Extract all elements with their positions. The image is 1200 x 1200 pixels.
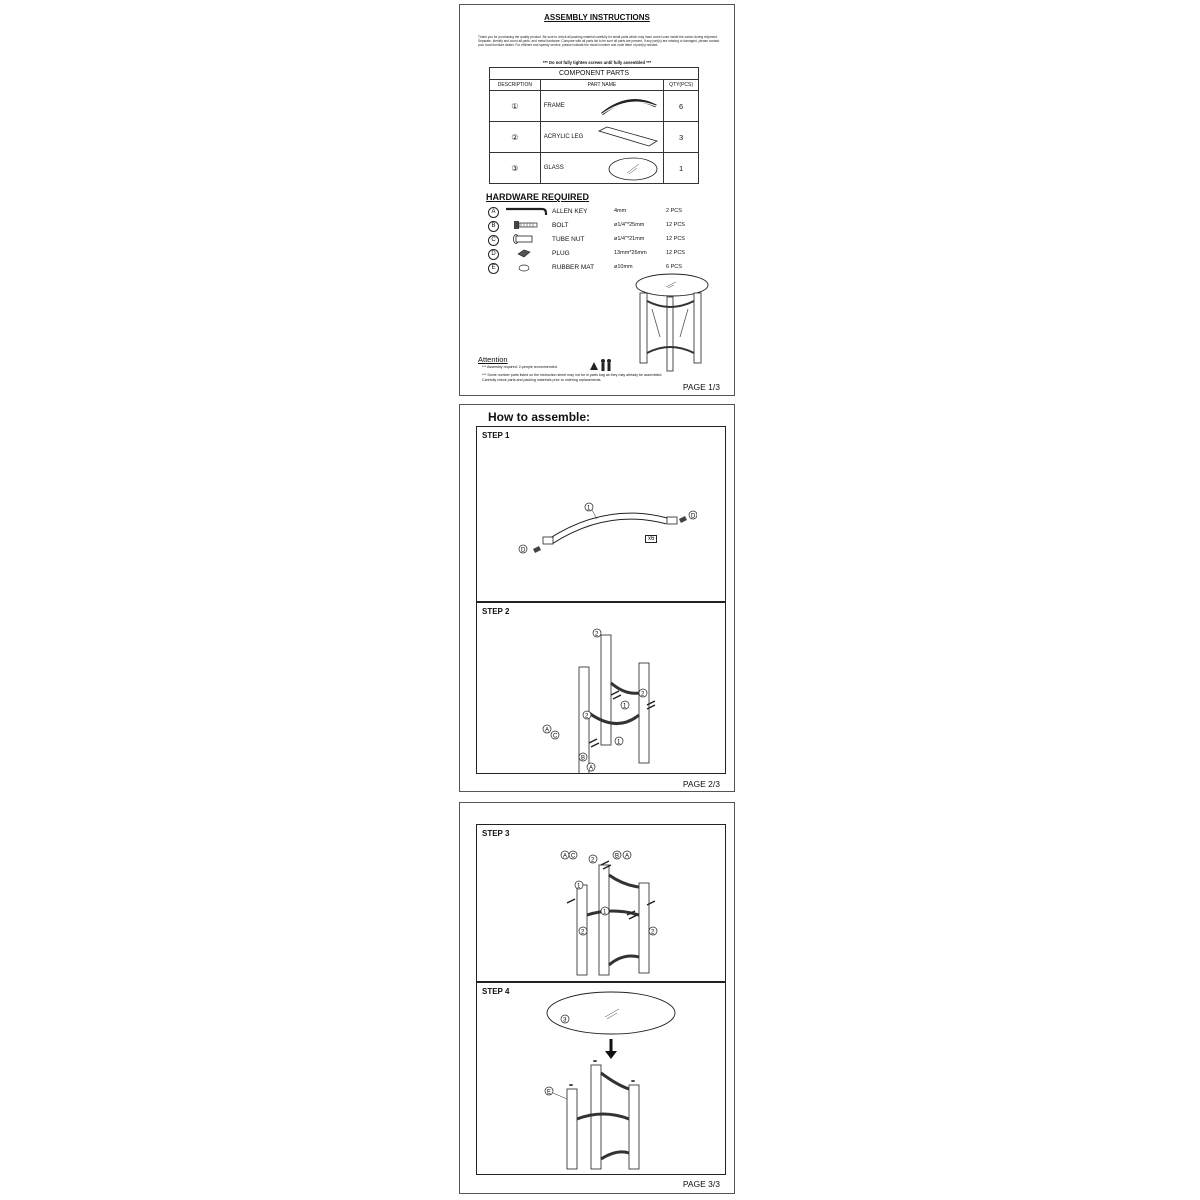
hardware-row	[486, 221, 696, 233]
attention-line: Carefully check parts and packing materials prior to ordering replacements.	[482, 378, 602, 382]
hardware-qty: 6 PCS	[666, 264, 682, 270]
hardware-name: RUBBER MAT	[552, 264, 595, 271]
component-parts-table	[489, 67, 699, 184]
hardware-name: ALLEN KEY	[552, 208, 588, 215]
svg-text:2: 2	[641, 691, 645, 698]
page-number: PAGE 3/3	[682, 1179, 720, 1189]
page-number: PAGE 2/3	[682, 779, 720, 789]
svg-text:E: E	[547, 1089, 552, 1096]
svg-text:D: D	[691, 513, 696, 520]
table-row	[490, 153, 699, 184]
hardware-size: 4mm	[614, 208, 627, 214]
hardware-size: ø1/4"*21mm	[614, 236, 645, 242]
svg-text:2: 2	[595, 631, 599, 638]
assembled-table-illustration	[630, 265, 712, 373]
hardware-size: ø1/4"*25mm	[614, 222, 645, 228]
svg-text:1: 1	[577, 883, 581, 890]
step-4-panel	[476, 982, 726, 1175]
hardware-qty: 12 PCS	[666, 250, 685, 256]
warning-people-icon	[588, 358, 612, 372]
component-caption: COMPONENT PARTS	[490, 68, 699, 80]
part-qty: 1	[664, 153, 699, 184]
acrylic-leg-illustration	[597, 125, 659, 149]
step-1-diagram	[517, 497, 697, 577]
plug-icon	[504, 248, 548, 258]
instruction-page-1	[459, 4, 735, 396]
hardware-title: HARDWARE REQUIRED	[486, 192, 590, 202]
hardware-name: PLUG	[552, 250, 570, 257]
header-description: DESCRIPTION	[490, 80, 541, 91]
hardware-name: BOLT	[552, 222, 569, 229]
svg-text:B: B	[615, 853, 620, 860]
hardware-qty: 12 PCS	[666, 222, 685, 228]
step-4-diagram	[527, 989, 687, 1173]
hardware-row	[486, 207, 696, 219]
svg-text:1: 1	[603, 909, 607, 916]
step-3-panel	[476, 824, 726, 982]
svg-text:2: 2	[591, 857, 595, 864]
part-cell	[540, 153, 663, 184]
allen-key-icon	[504, 206, 548, 216]
attention-line: *** Some number parts listed on the instruction sheet may not be in parts bag as they may already be assembled.	[482, 373, 663, 377]
tube-nut-icon	[504, 234, 548, 244]
hardware-mark: E	[488, 263, 499, 274]
step-label: STEP 1	[482, 431, 510, 440]
tighten-warning: *** Do not fully tighten screws until fully assembled ***	[542, 60, 652, 65]
part-number: ②	[490, 122, 541, 153]
step-2-panel	[476, 602, 726, 774]
step-1-panel	[476, 426, 726, 602]
attention-title: Attention	[478, 355, 508, 364]
hardware-mark: D	[488, 249, 499, 260]
svg-text:C: C	[553, 733, 558, 740]
frame-illustration	[599, 94, 659, 118]
svg-text:2: 2	[585, 713, 589, 720]
svg-text:A: A	[545, 727, 550, 734]
svg-text:2: 2	[651, 929, 655, 936]
hardware-mark: B	[488, 221, 499, 232]
part-number: ③	[490, 153, 541, 184]
svg-text:A: A	[625, 853, 630, 860]
svg-text:C: C	[571, 853, 576, 860]
page-title: ASSEMBLY INSTRUCTIONS	[544, 13, 650, 22]
part-cell	[540, 91, 663, 122]
svg-text:1: 1	[623, 703, 627, 710]
table-row	[490, 91, 699, 122]
glass-top-illustration	[607, 156, 659, 182]
step-2-diagram	[527, 623, 667, 773]
step-label: STEP 3	[482, 829, 510, 838]
step-3-diagram	[557, 845, 677, 981]
header-qty: QTY(PCS)	[664, 80, 699, 91]
svg-text:B: B	[581, 755, 586, 762]
part-qty: 6	[664, 91, 699, 122]
step-label: STEP 2	[482, 607, 510, 616]
part-name: ACRYLIC LEG	[543, 134, 584, 140]
svg-text:A: A	[563, 853, 568, 860]
hardware-qty: 12 PCS	[666, 236, 685, 242]
part-number: ①	[490, 91, 541, 122]
svg-text:3: 3	[563, 1017, 567, 1024]
hardware-name: TUBE NUT	[552, 236, 585, 243]
table-row	[490, 122, 699, 153]
how-to-assemble-heading: How to assemble:	[488, 410, 591, 424]
rubber-mat-icon	[504, 262, 548, 272]
header-part-name: PART NAME	[540, 80, 663, 91]
svg-text:1: 1	[587, 505, 591, 512]
hardware-mark: C	[488, 235, 499, 246]
part-name: GLASS	[543, 165, 564, 171]
svg-text:D: D	[521, 547, 526, 554]
part-name: FRAME	[543, 103, 565, 109]
hardware-size: ø10mm	[614, 264, 633, 270]
intro-text: Thank you for purchasing the quality product. Be sure to check all packing material carefully for small parts which may have come loose inside the carton during shipment. Separate, identify and count all parts, and metal hardware. Compare with all parts list to be sure all parts are present. If any part(s) are missing or damaged, please contact your local furniture dealer. For efficient and speedy service, please indicate the model number and code letter of part(s) needed.	[478, 35, 720, 48]
instruction-page-3	[459, 802, 735, 1194]
svg-text:1: 1	[617, 739, 621, 746]
svg-text:A: A	[589, 765, 594, 772]
hardware-row	[486, 235, 696, 247]
page-number: PAGE 1/3	[682, 382, 720, 392]
instruction-page-2	[459, 404, 735, 792]
attention-line: *** Assembly required: 2-people recommended.	[482, 365, 558, 369]
hardware-mark: A	[488, 207, 499, 218]
hardware-qty: 2 PCS	[666, 208, 682, 214]
part-qty: 3	[664, 122, 699, 153]
bolt-icon	[504, 220, 548, 230]
svg-text:2: 2	[581, 929, 585, 936]
hardware-row	[486, 249, 696, 261]
step-label: STEP 4	[482, 987, 510, 996]
part-cell	[540, 122, 663, 153]
hardware-size: 13mm*26mm	[614, 250, 647, 256]
quantity-badge: x6	[645, 535, 657, 543]
